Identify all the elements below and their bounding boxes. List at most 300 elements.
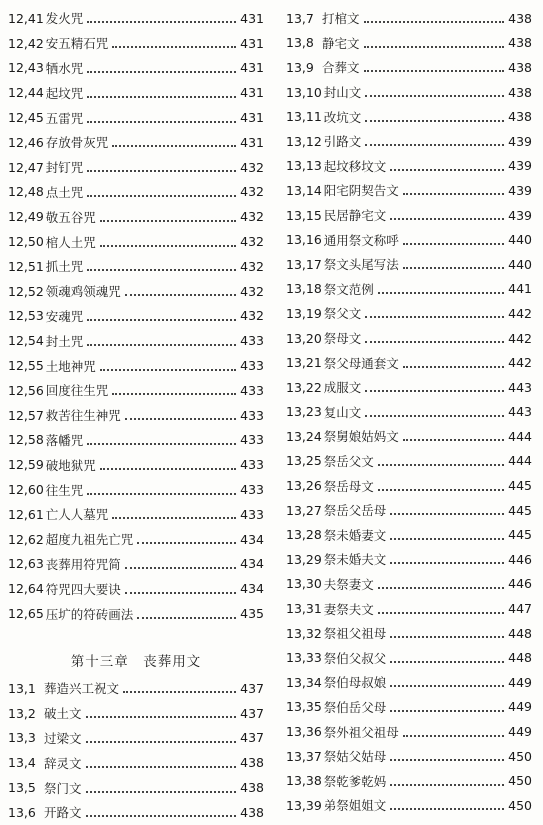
- entry-page-number: 448: [508, 625, 532, 641]
- toc-entry: [8, 254, 264, 279]
- dot-leader: [123, 691, 236, 693]
- dot-leader: [365, 341, 504, 343]
- dot-leader: [125, 592, 236, 594]
- entry-title: 妻祭夫文: [323, 601, 374, 617]
- dot-leader: [378, 464, 504, 466]
- entry-page-number: 447: [508, 601, 532, 617]
- entry-title: 祭岳父文: [323, 453, 374, 469]
- entry-page-number: 450: [508, 748, 532, 764]
- entry-title: 祭伯母叔娘: [323, 675, 387, 691]
- entry-number: 13,10: [286, 84, 322, 100]
- entry-page-number: 431: [240, 134, 264, 150]
- dot-leader: [365, 316, 504, 318]
- toc-entry: [8, 726, 264, 751]
- dot-leader: [87, 96, 236, 98]
- dot-leader: [87, 319, 236, 321]
- entry-page-number: 444: [508, 453, 532, 469]
- entry-page-number: 440: [508, 232, 532, 248]
- dot-leader: [365, 390, 504, 392]
- entry-page-number: 437: [240, 730, 264, 746]
- toc-entry: [286, 129, 532, 154]
- entry-title: 打棺文: [322, 11, 360, 27]
- dot-leader: [100, 220, 236, 222]
- dot-leader: [390, 562, 504, 564]
- dot-leader: [87, 21, 236, 23]
- entry-page-number: 433: [240, 407, 264, 423]
- dot-leader: [390, 661, 504, 663]
- toc-entry: [286, 744, 532, 769]
- entry-title: 弟祭姐姐文: [323, 798, 387, 814]
- entry-page-number: 434: [240, 531, 264, 547]
- toc-entry: [286, 375, 532, 400]
- toc-entry: [8, 502, 264, 527]
- entry-title: 祭门文: [44, 780, 82, 796]
- dot-leader: [390, 513, 504, 515]
- entry-number: 13,1: [8, 680, 36, 696]
- dot-leader: [403, 366, 504, 368]
- entry-title: 牺水咒: [45, 60, 84, 76]
- entry-title: 起坟咒: [45, 85, 84, 101]
- toc-entry: [286, 178, 532, 203]
- entry-number: 13,21: [286, 355, 322, 371]
- entry-page-number: 450: [508, 773, 532, 789]
- entry-number: 13,20: [286, 330, 322, 346]
- toc-entry: [286, 55, 532, 80]
- toc-entry: [286, 645, 532, 670]
- dot-leader: [390, 710, 504, 712]
- toc-entry: [8, 155, 264, 180]
- dot-leader: [390, 538, 504, 540]
- entry-title: 封山文: [323, 85, 362, 101]
- toc-entry: [8, 56, 264, 81]
- toc-entry: [8, 403, 264, 428]
- chapter-13-entries-left: [8, 676, 264, 825]
- entry-page-number: 432: [240, 184, 264, 200]
- dot-leader: [87, 269, 236, 271]
- entry-page-number: 435: [240, 606, 264, 622]
- entry-number: 12,55: [8, 358, 44, 374]
- entry-number: 13,34: [286, 674, 322, 690]
- toc-entry: [8, 601, 264, 626]
- dot-leader: [364, 70, 504, 72]
- dot-leader: [112, 145, 236, 147]
- entry-title: 棺人土咒: [45, 234, 96, 250]
- entry-page-number: 433: [240, 506, 264, 522]
- entry-title: 祭文头尾写法: [323, 257, 399, 273]
- entry-page-number: 431: [240, 85, 264, 101]
- entry-page-number: 432: [240, 283, 264, 299]
- entry-title: 亡人人墓咒: [45, 507, 109, 523]
- dot-leader: [87, 71, 236, 73]
- toc-entry: [8, 800, 264, 825]
- toc-entry: [286, 719, 532, 744]
- toc-entry: [8, 552, 264, 577]
- toc-entry: [286, 277, 532, 302]
- toc-entry: [286, 572, 532, 597]
- entry-page-number: 438: [240, 755, 264, 771]
- entry-title: 祭文范例: [323, 281, 374, 297]
- entry-number: 12,47: [8, 159, 44, 175]
- toc-entry: [286, 6, 532, 31]
- entry-title: 封土咒: [45, 333, 84, 349]
- chapter-13-entries-right: [286, 6, 532, 818]
- entry-title: 复山文: [323, 404, 362, 420]
- dot-leader: [390, 808, 504, 810]
- entry-number: 13,32: [286, 625, 322, 641]
- entry-number: 12,54: [8, 333, 44, 349]
- entry-title: 葬造兴工祝文: [44, 681, 120, 697]
- entry-page-number: 439: [508, 182, 532, 198]
- entry-title: 祭父母通套文: [323, 355, 399, 371]
- entry-title: 破地狱咒: [45, 457, 96, 473]
- entry-title: 祭伯父叔父: [323, 650, 387, 666]
- toc-entry: [286, 80, 532, 105]
- entry-title: 往生咒: [45, 482, 84, 498]
- entry-page-number: 438: [508, 84, 532, 100]
- entry-number: 12,50: [8, 234, 44, 250]
- entry-page-number: 446: [508, 551, 532, 567]
- toc-entry: [8, 105, 264, 130]
- toc-entry: [8, 676, 264, 701]
- entry-title: 敬五谷咒: [45, 209, 96, 225]
- entry-number: 13,8: [286, 35, 314, 51]
- toc-entry: [8, 775, 264, 800]
- dot-leader: [390, 218, 504, 220]
- entry-title: 落幡咒: [45, 432, 84, 448]
- dot-leader: [403, 193, 504, 195]
- entry-page-number: 434: [240, 556, 264, 572]
- toc-entry: [8, 328, 264, 353]
- toc-entry: [8, 353, 264, 378]
- toc-entry: [286, 670, 532, 695]
- right-column: [286, 6, 532, 818]
- entry-title: 祭岳母文: [323, 478, 374, 494]
- entry-title: 土地神咒: [45, 358, 96, 374]
- entry-page-number: 433: [240, 333, 264, 349]
- entry-number: 13,15: [286, 207, 322, 223]
- entry-title: 成服文: [323, 380, 362, 396]
- entry-page-number: 450: [508, 797, 532, 813]
- entry-number: 12,63: [8, 556, 44, 572]
- entry-title: 领魂鸡领魂咒: [45, 284, 121, 300]
- entry-title: 过梁文: [44, 730, 82, 746]
- toc-entry: [8, 80, 264, 105]
- entry-number: 13,12: [286, 133, 322, 149]
- entry-page-number: 444: [508, 428, 532, 444]
- entry-page-number: 438: [508, 59, 532, 75]
- toc-entry: [286, 31, 532, 56]
- entry-number: 12,58: [8, 432, 44, 448]
- toc-entry: [286, 227, 532, 252]
- entry-number: 12,51: [8, 258, 44, 274]
- entry-title: 祭未婚妻文: [323, 527, 387, 543]
- entry-page-number: 443: [508, 404, 532, 420]
- entry-title: 发火咒: [45, 11, 84, 27]
- entry-number: 13,26: [286, 478, 322, 494]
- entry-title: 超度九祖先亡咒: [45, 532, 134, 548]
- entry-page-number: 442: [508, 305, 532, 321]
- entry-title: 引路文: [323, 134, 362, 150]
- entry-page-number: 437: [240, 705, 264, 721]
- entry-number: 13,37: [286, 748, 322, 764]
- entry-page-number: 431: [240, 110, 264, 126]
- toc-entry: [286, 350, 532, 375]
- toc-entry: [286, 498, 532, 523]
- entry-page-number: 431: [240, 60, 264, 76]
- toc-entry: [8, 452, 264, 477]
- dot-leader: [365, 120, 504, 122]
- toc-entry: [286, 203, 532, 228]
- entry-title: 抓土咒: [45, 259, 84, 275]
- entry-title: 存放骨灰咒: [45, 135, 109, 151]
- dot-leader: [112, 517, 236, 519]
- entry-number: 13,23: [286, 404, 322, 420]
- toc-entry: [8, 204, 264, 229]
- entry-title: 祭姑父姑母: [323, 749, 387, 765]
- dot-leader: [86, 741, 236, 743]
- entry-title: 静宅文: [322, 35, 360, 51]
- entry-number: 13,18: [286, 281, 322, 297]
- toc-entry: [8, 130, 264, 155]
- toc-entry: [286, 326, 532, 351]
- toc-entry: [8, 279, 264, 304]
- entry-title: 祭外祖父祖母: [323, 724, 399, 740]
- entry-page-number: 431: [240, 10, 264, 26]
- entry-number: 13,36: [286, 724, 322, 740]
- dot-leader: [364, 21, 504, 23]
- entry-number: 13,33: [286, 650, 322, 666]
- entry-title: 祭未婚夫文: [323, 552, 387, 568]
- dot-leader: [403, 735, 504, 737]
- entry-number: 12,65: [8, 606, 44, 622]
- toc-entry: [286, 400, 532, 425]
- dot-leader: [364, 46, 504, 48]
- entry-number: 12,64: [8, 581, 44, 597]
- dot-leader: [390, 636, 504, 638]
- dot-leader: [87, 170, 236, 172]
- entry-number: 12,45: [8, 110, 44, 126]
- dot-leader: [403, 267, 504, 269]
- entry-page-number: 437: [240, 680, 264, 696]
- dot-leader: [87, 443, 236, 445]
- entry-title: 合葬文: [322, 60, 360, 76]
- entry-page-number: 442: [508, 355, 532, 371]
- entry-title: 压圹的符砖画法: [45, 606, 134, 622]
- entry-page-number: 438: [508, 109, 532, 125]
- entry-number: 13,11: [286, 109, 322, 125]
- entry-number: 13,31: [286, 601, 322, 617]
- toc-entry: [8, 750, 264, 775]
- toc-entry: [286, 596, 532, 621]
- toc-entry: [286, 768, 532, 793]
- entry-page-number: 442: [508, 330, 532, 346]
- entry-number: 12,49: [8, 209, 44, 225]
- entry-title: 民居静宅文: [323, 208, 387, 224]
- dot-leader: [86, 815, 236, 817]
- entry-page-number: 433: [240, 457, 264, 473]
- entry-title: 丧葬用符咒简: [45, 556, 121, 572]
- toc-entry: [8, 576, 264, 601]
- entry-number: 12,48: [8, 184, 44, 200]
- dot-leader: [403, 243, 504, 245]
- entry-page-number: 439: [508, 158, 532, 174]
- toc-entry: [8, 428, 264, 453]
- entry-page-number: 439: [508, 133, 532, 149]
- dot-leader: [100, 468, 236, 470]
- dot-leader: [125, 294, 236, 296]
- dot-leader: [125, 418, 236, 420]
- entry-number: 13,24: [286, 428, 322, 444]
- toc-entry: [286, 547, 532, 572]
- entry-page-number: 446: [508, 576, 532, 592]
- entry-number: 13,4: [8, 755, 36, 771]
- entry-number: 12,60: [8, 482, 44, 498]
- toc-entry: [8, 477, 264, 502]
- toc-entry: [286, 252, 532, 277]
- entry-title: 封钉咒: [45, 160, 84, 176]
- entry-title: 通用祭文称呼: [323, 232, 399, 248]
- entry-number: 13,5: [8, 780, 36, 795]
- entry-page-number: 448: [508, 650, 532, 666]
- dot-leader: [137, 617, 236, 619]
- entry-title: 回度往生咒: [45, 383, 109, 399]
- toc-entry: [286, 154, 532, 179]
- toc-entry: [286, 793, 532, 818]
- entry-number: 12,52: [8, 283, 44, 299]
- entry-page-number: 432: [240, 159, 264, 175]
- dot-leader: [365, 415, 504, 417]
- dot-leader: [87, 195, 236, 197]
- entry-number: 12,59: [8, 457, 44, 473]
- entry-number: 13,25: [286, 453, 322, 469]
- dot-leader: [125, 567, 236, 569]
- dot-leader: [378, 587, 504, 589]
- entry-page-number: 433: [240, 482, 264, 498]
- chapter-13-heading: 第十三章 丧葬用文: [70, 653, 202, 670]
- entry-page-number: 433: [240, 382, 264, 398]
- entry-title: 破土文: [44, 706, 82, 722]
- entry-number: 13,14: [286, 182, 322, 198]
- entry-page-number: 438: [508, 10, 532, 26]
- dot-leader: [100, 369, 236, 371]
- entry-number: 12,41: [8, 10, 44, 26]
- toc-entry: [8, 527, 264, 552]
- entry-number: 12,44: [8, 85, 44, 101]
- toc-entry: [286, 104, 532, 129]
- entry-page-number: 434: [240, 581, 264, 597]
- entry-number: 13,39: [286, 797, 322, 813]
- entry-title: 祭祖父祖母: [323, 626, 387, 642]
- toc-entry: [286, 522, 532, 547]
- entry-page-number: 431: [240, 35, 264, 51]
- entry-page-number: 432: [240, 308, 264, 324]
- dot-leader: [86, 716, 236, 718]
- chapter-12-entries: [8, 6, 264, 626]
- dot-leader: [112, 393, 236, 395]
- entry-page-number: 433: [240, 358, 264, 374]
- dot-leader: [365, 95, 504, 97]
- entry-number: 13,27: [286, 502, 322, 518]
- toc-entry: [8, 31, 264, 56]
- entry-number: 13,35: [286, 699, 322, 715]
- entry-page-number: 432: [240, 209, 264, 225]
- entry-number: 12,42: [8, 35, 44, 51]
- entry-page-number: 449: [508, 699, 532, 715]
- toc-entry: [286, 424, 532, 449]
- entry-title: 祭乾爹乾妈: [323, 773, 387, 789]
- entry-page-number: 432: [240, 258, 264, 274]
- entry-number: 12,53: [8, 308, 44, 324]
- entry-page-number: 445: [508, 478, 532, 494]
- entry-title: 五雷咒: [45, 110, 84, 126]
- entry-number: 12,62: [8, 531, 44, 547]
- entry-number: 13,28: [286, 527, 322, 543]
- entry-page-number: 441: [508, 281, 532, 297]
- toc-entry: [286, 449, 532, 474]
- entry-title: 开路文: [44, 805, 82, 821]
- entry-title: 祭母文: [323, 331, 362, 347]
- entry-number: 13,19: [286, 305, 322, 321]
- entry-title: 改坑文: [323, 109, 362, 125]
- dot-leader: [86, 766, 236, 768]
- entry-title: 阳宅阴契告文: [323, 183, 399, 199]
- dot-leader: [100, 245, 236, 247]
- toc-entry: [8, 304, 264, 329]
- entry-title: 辞灵文: [44, 755, 82, 771]
- entry-title: 祭岳父岳母: [323, 503, 387, 519]
- entry-number: 13,16: [286, 232, 322, 248]
- toc-entry: [8, 378, 264, 403]
- entry-number: 13,3: [8, 730, 36, 746]
- entry-page-number: 438: [240, 804, 264, 820]
- entry-title: 符咒四大要诀: [45, 581, 121, 597]
- dot-leader: [378, 292, 504, 294]
- dot-leader: [87, 344, 236, 346]
- toc-entry: [286, 695, 532, 720]
- dot-leader: [403, 439, 504, 441]
- entry-number: 13,29: [286, 551, 322, 567]
- entry-number: 12,57: [8, 407, 44, 423]
- dot-leader: [87, 121, 236, 123]
- entry-number: 12,61: [8, 506, 44, 522]
- dot-leader: [378, 489, 504, 491]
- toc-entry: [8, 180, 264, 205]
- dot-leader: [87, 493, 236, 495]
- dot-leader: [137, 542, 236, 544]
- entry-page-number: 438: [508, 35, 532, 51]
- entry-page-number: 432: [240, 234, 264, 250]
- entry-page-number: 449: [508, 724, 532, 740]
- dot-leader: [390, 784, 504, 786]
- entry-number: 12,56: [8, 382, 44, 398]
- entry-number: 13,7: [286, 10, 314, 26]
- entry-title: 点土咒: [45, 184, 84, 200]
- entry-page-number: 445: [508, 527, 532, 543]
- toc-entry: [8, 701, 264, 726]
- toc-entry: [8, 6, 264, 31]
- dot-leader: [390, 759, 504, 761]
- entry-number: 13,17: [286, 256, 322, 272]
- toc-entry: [286, 473, 532, 498]
- entry-page-number: 439: [508, 207, 532, 223]
- entry-number: 13,22: [286, 379, 322, 395]
- entry-page-number: 433: [240, 432, 264, 448]
- entry-page-number: 445: [508, 502, 532, 518]
- entry-title: 祭舅娘姑妈文: [323, 429, 399, 445]
- entry-title: 救苦往生神咒: [45, 408, 121, 424]
- entry-number: 13,30: [286, 576, 322, 592]
- entry-number: 13,38: [286, 773, 322, 789]
